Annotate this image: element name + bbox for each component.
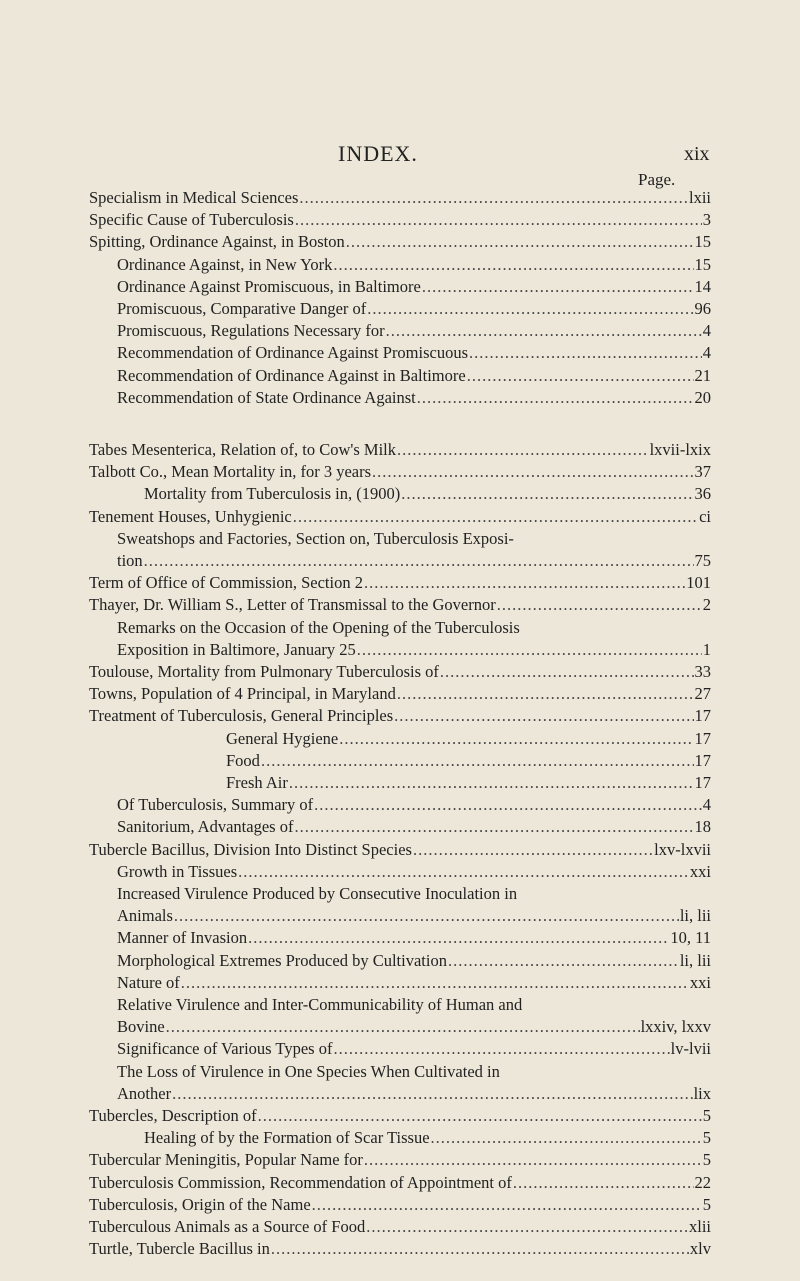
entry-text: Significance of Various Types of <box>117 1039 333 1058</box>
leader-dots <box>497 594 702 616</box>
index-entry <box>89 506 711 528</box>
entry-text: Promiscuous, Comparative Danger of <box>117 299 367 318</box>
index-entry <box>89 439 711 461</box>
leader-dots <box>513 1172 694 1194</box>
entry-text: The Loss of Virulence in One Species When Cultivated in <box>117 1062 500 1081</box>
leader-dots <box>431 1127 702 1149</box>
entry-page: 1 <box>702 640 711 659</box>
index-entry <box>117 617 711 639</box>
index-entry <box>117 1016 711 1038</box>
leader-dots <box>294 816 693 838</box>
entry-page: lxxiv, lxxv <box>640 1017 711 1036</box>
index-entry <box>117 298 711 320</box>
index-entry <box>226 728 711 750</box>
index-entry <box>89 461 711 483</box>
entry-text: Ordinance Against Promiscuous, in Baltimore <box>117 277 421 296</box>
index-entry <box>89 1216 711 1238</box>
leader-dots <box>261 750 694 772</box>
index-entry <box>89 1172 711 1194</box>
index-entry <box>89 1194 711 1216</box>
entry-text: Recommendation of State Ordinance Against <box>117 388 416 407</box>
entry-text: Ordinance Against, in New York <box>117 255 333 274</box>
index-entry <box>144 483 711 505</box>
leader-dots <box>314 794 702 816</box>
leader-dots <box>333 1038 669 1060</box>
entry-text: Recommendation of Ordinance Against in Baltimore <box>117 366 466 385</box>
entry-page: 17 <box>694 706 711 725</box>
leader-dots <box>397 683 694 705</box>
leader-dots <box>413 839 653 861</box>
entry-page: 17 <box>694 773 711 792</box>
entry-text: Tuberculosis Commission, Recommendation of Appointment of <box>89 1173 512 1192</box>
index-entry <box>117 276 711 298</box>
entry-text: Recommendation of Ordinance Against Promiscuous <box>117 343 469 362</box>
entry-page: lxii <box>688 188 711 207</box>
entry-text: Fresh Air <box>226 773 288 792</box>
entry-text: Healing of by the Formation of Scar Tissue <box>144 1128 430 1147</box>
index-entry <box>117 365 711 387</box>
entry-text: Relative Virulence and Inter-Communicability of Human and <box>117 995 523 1014</box>
leader-dots <box>367 298 693 320</box>
index-entry <box>117 1038 711 1060</box>
leader-dots <box>271 1238 689 1260</box>
entry-page: xlv <box>689 1239 711 1258</box>
entry-text: Towns, Population of 4 Principal, in Maryland <box>89 684 396 703</box>
leader-dots <box>394 705 693 727</box>
entry-page: 2 <box>702 595 711 614</box>
entry-page: 36 <box>694 484 711 503</box>
leader-dots <box>238 861 689 883</box>
leader-dots <box>174 905 679 927</box>
entry-page: 15 <box>694 255 711 274</box>
leader-dots <box>386 320 702 342</box>
index-entry <box>117 550 711 572</box>
leader-dots <box>440 661 694 683</box>
entry-page: 10, 11 <box>670 928 711 947</box>
entry-text: General Hygiene <box>226 729 339 748</box>
index-entry <box>89 1238 711 1260</box>
entry-page: 14 <box>694 277 711 296</box>
entry-text: Morphological Extremes Produced by Cultivation <box>117 951 447 970</box>
index-entry <box>89 683 711 705</box>
leader-dots <box>166 1016 640 1038</box>
entry-page: 37 <box>694 462 711 481</box>
index-entry <box>226 750 711 772</box>
entry-text: Tabes Mesenterica, Relation of, to Cow's Milk <box>89 440 397 459</box>
leader-dots <box>346 231 694 253</box>
entry-text: Treatment of Tuberculosis, General Principles <box>89 706 394 725</box>
entry-text: Tubercle Bacillus, Division Into Distinct Species <box>89 840 412 859</box>
leader-dots <box>467 365 694 387</box>
entry-text: Specialism in Medical Sciences <box>89 188 299 207</box>
entry-page: 96 <box>694 299 711 318</box>
index-entry <box>117 320 711 342</box>
leader-dots <box>357 639 702 661</box>
leader-dots <box>144 550 694 572</box>
entry-text: Tubercles, Description of <box>89 1106 257 1125</box>
page-header <box>0 141 800 171</box>
entry-text: Term of Office of Commission, Section 2 <box>89 573 363 592</box>
leader-dots <box>181 972 689 994</box>
index-entry <box>117 387 711 409</box>
leader-dots <box>422 276 694 298</box>
index-entry <box>89 839 711 861</box>
leader-dots <box>401 483 693 505</box>
index-entry <box>89 209 711 231</box>
index-entry <box>89 705 711 727</box>
leader-dots <box>469 342 702 364</box>
index-entry <box>89 1149 711 1171</box>
entry-text: Growth in Tissues <box>117 862 238 881</box>
entry-page: xxi <box>689 862 711 881</box>
entry-page: 21 <box>694 366 711 385</box>
index-entry <box>117 342 711 364</box>
entry-text: Thayer, Dr. William S., Letter of Transmissal to the Governor <box>89 595 496 614</box>
page-title: INDEX. <box>338 141 418 166</box>
entry-text: Specific Cause of Tuberculosis <box>89 210 294 229</box>
entry-page: 5 <box>702 1150 711 1169</box>
entry-page: 5 <box>702 1128 711 1147</box>
entry-text: Bovine <box>117 1017 165 1036</box>
entry-page: lxv-lxvii <box>654 840 711 859</box>
entry-page: 4 <box>702 343 711 362</box>
entry-page: lix <box>693 1084 711 1103</box>
entry-text: Manner of Invasion <box>117 928 248 947</box>
entry-text: tion <box>117 551 143 570</box>
entry-page: xlii <box>688 1217 711 1236</box>
entry-text: Turtle, Tubercle Bacillus in <box>89 1239 270 1258</box>
entry-text: Of Tuberculosis, Summary of <box>117 795 314 814</box>
leader-dots <box>295 209 702 231</box>
leader-dots <box>397 439 649 461</box>
index-entry <box>117 950 711 972</box>
index-entry <box>117 972 711 994</box>
leader-dots <box>312 1194 702 1216</box>
entry-text: Talbott Co., Mean Mortality in, for 3 years <box>89 462 372 481</box>
index-entry <box>89 1105 711 1127</box>
entry-page: 5 <box>702 1106 711 1125</box>
leader-dots <box>339 728 693 750</box>
entry-text: Increased Virulence Produced by Consecutive Inoculation in <box>117 884 518 903</box>
index-entry <box>117 861 711 883</box>
index-entry <box>117 1061 711 1083</box>
index-entry <box>117 639 711 661</box>
entry-text: Animals <box>117 906 173 925</box>
index-entry <box>89 661 711 683</box>
leader-dots <box>366 1216 688 1238</box>
entry-page: 75 <box>694 551 711 570</box>
page-column-label: Page. <box>638 170 676 189</box>
index-entry <box>117 994 711 1016</box>
entry-page: 33 <box>694 662 711 681</box>
index-entry <box>226 772 711 794</box>
entry-text: Tuberculosis, Origin of the Name <box>89 1195 311 1214</box>
index-entry <box>144 1127 711 1149</box>
entry-text: Mortality from Tuberculosis in, (1900) <box>144 484 401 503</box>
index-entry <box>117 794 711 816</box>
index-entry <box>117 528 711 550</box>
index-entry <box>117 1083 711 1105</box>
entry-page: 17 <box>694 751 711 770</box>
entry-text: Remarks on the Occasion of the Opening of the Tuberculosis <box>117 618 520 637</box>
entry-page: 4 <box>702 321 711 340</box>
entry-text: Spitting, Ordinance Against, in Boston <box>89 232 345 251</box>
entry-page: 27 <box>694 684 711 703</box>
leader-dots <box>333 254 693 276</box>
entry-text: Sweatshops and Factories, Section on, Tuberculosis Exposi- <box>117 529 514 548</box>
entry-page: ci <box>699 507 711 526</box>
entry-text: Sanitorium, Advantages of <box>117 817 294 836</box>
index-entry <box>89 187 711 209</box>
entry-page: li, lii <box>679 951 711 970</box>
leader-dots <box>364 1149 702 1171</box>
index-entry <box>89 572 711 594</box>
entry-page: li, lii <box>679 906 711 925</box>
entry-text: Tubercular Meningitis, Popular Name for <box>89 1150 363 1169</box>
leader-dots <box>293 506 698 528</box>
entry-text: Exposition in Baltimore, January 25 <box>117 640 356 659</box>
entry-text: Tuberculous Animals as a Source of Food <box>89 1217 366 1236</box>
entry-page: 3 <box>702 210 711 229</box>
entry-page: 5 <box>702 1195 711 1214</box>
leader-dots <box>417 387 694 409</box>
index-entry <box>89 231 711 253</box>
entry-text: Nature of <box>117 973 180 992</box>
entry-page: 18 <box>694 817 711 836</box>
index-entry <box>117 927 711 949</box>
leader-dots <box>172 1083 693 1105</box>
leader-dots <box>258 1105 702 1127</box>
entry-text: Tenement Houses, Unhygienic <box>89 507 292 526</box>
entry-text: Food <box>226 751 260 770</box>
entry-page: 17 <box>694 729 711 748</box>
index-entry <box>117 816 711 838</box>
entry-text: Toulouse, Mortality from Pulmonary Tuberculosis of <box>89 662 439 681</box>
leader-dots <box>372 461 693 483</box>
entry-page: 22 <box>694 1173 711 1192</box>
entry-text: Another <box>117 1084 172 1103</box>
entry-page: lxvii-lxix <box>649 440 711 459</box>
entry-page: 4 <box>702 795 711 814</box>
leader-dots <box>299 187 688 209</box>
entry-text: Promiscuous, Regulations Necessary for <box>117 321 385 340</box>
leader-dots <box>248 927 669 949</box>
index-entry <box>117 905 711 927</box>
entry-page: 20 <box>694 388 711 407</box>
leader-dots <box>448 950 679 972</box>
leader-dots <box>364 572 685 594</box>
leader-dots <box>289 772 694 794</box>
entry-page: lv-lvii <box>670 1039 711 1058</box>
index-entry <box>89 594 711 616</box>
page-number: xix <box>684 143 710 165</box>
index-entry <box>117 254 711 276</box>
entry-page: xxi <box>689 973 711 992</box>
entry-page: 101 <box>686 573 711 592</box>
entry-page: 15 <box>694 232 711 251</box>
index-entry <box>117 883 711 905</box>
